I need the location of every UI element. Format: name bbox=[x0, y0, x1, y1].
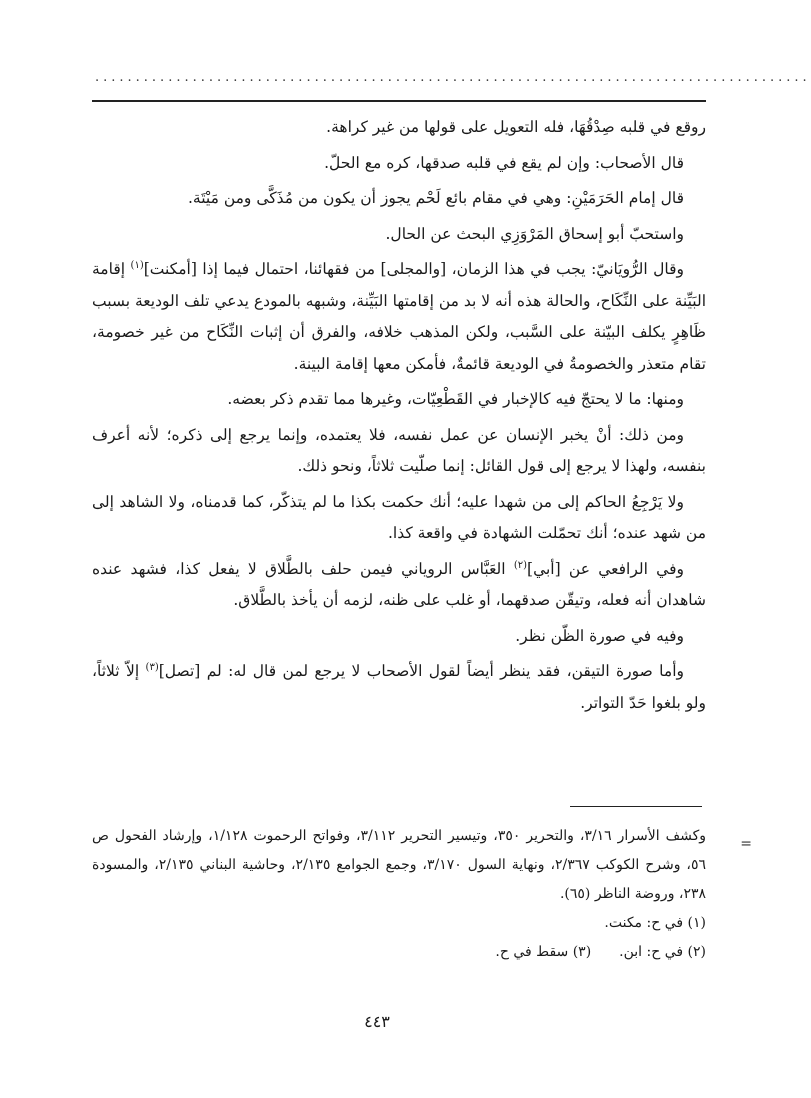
paragraph-11 bbox=[92, 656, 706, 719]
paragraph-2: قال الأصحاب: وإن لم يقع في قلبه صدقها، كره مع الحلّ. bbox=[324, 153, 684, 172]
footnote-ref-2[interactable]: (٢) bbox=[513, 559, 528, 571]
paragraph-5 bbox=[92, 254, 706, 380]
footnote-continued-mark: = bbox=[740, 836, 752, 852]
paragraph-5-part-a: وقال الرُّويَانيّ: يجب في هذا الزمان، [والمجلى] من فقهائنا، احتمال فيما إذا [أمكنت] bbox=[143, 260, 684, 278]
page-number: ٤٤٣ bbox=[364, 1012, 390, 1031]
footnote-ref-1[interactable]: (١) bbox=[130, 259, 144, 271]
footnotes bbox=[92, 822, 752, 967]
footnote-separator bbox=[570, 806, 702, 807]
paragraph-8: ولا يَرْجِعُ الحاكم إلى من شهدا عليه؛ أنك حكمت بكذا ما لم يتذكّر، كما قدمناه، ولا الشاهد إلى من شهد عنده؛ أنك تحمّلت الشهادة في واقعة كذا. bbox=[92, 492, 706, 542]
paragraph-9 bbox=[92, 554, 706, 617]
paragraph-6: ومنها: ما لا يحتجّ فيه كالإخبار في القَطْعِيّات، وغيرها مما تقدم ذكر بعضه. bbox=[227, 390, 684, 408]
paragraph-7: ومن ذلك: أنْ يخبر الإنسان عن عمل نفسه، فلا يعتمده، وإنما يرجع إلى ذكره؛ لأنه أعرف بنفسه، ولهذا لا يرجع إلى قول القائل: إنما صلّيت ثلاثاً، ونحو ذلك. bbox=[92, 425, 706, 475]
paragraph-9-part-b: العَبَّاس الروياني فيمن حلف بالطَّلاق لا يفعل كذا، فشهد عنده شاهدان أنه فعله، وتيقّن صدقهما، أو غلب على ظنه، لزمه أن يأخذ بالطَّلاق. bbox=[92, 559, 706, 609]
header-dotted-line: ........................................................................................ bbox=[95, 70, 811, 85]
paragraph-10: وفيه في صورة الظّن نظر. bbox=[515, 626, 684, 645]
footnote-3: (٣) سقط في ح. bbox=[495, 944, 592, 960]
footnote-2: (٢) في ح: ابن. bbox=[619, 944, 706, 960]
footnote-reference-list: وكشف الأسرار ٣/١٦، والتحرير ٣٥٠، وتيسير التحرير ٣/١١٢، وفواتح الرحموت ١/١٢٨، وإرشاد الفحول ص ٥٦، وشرح الكوكب ٢/٣٦٧، ونهاية السول ٣/١٧٠، وجمع الجوامع ٢/١٣٥، وحاشية البناني ٢/١٣٥، والمسودة ٢٣٨، وروضة الناظر (٦٥). bbox=[92, 828, 706, 902]
paragraph-11-part-a: وأما صورة التيقن، فقد ينظر أيضاً لقول الأصحاب لا يرجع لمن قال له: لم [تصل] bbox=[158, 662, 684, 680]
footnote-ref-3[interactable]: (٣) bbox=[145, 661, 159, 673]
paragraph-9-part-a: وفي الرافعي عن [أبي] bbox=[527, 559, 684, 578]
paragraph-11-part-b: إلاّ ثلاثاً، ولو بلغوا حَدّ التواتر. bbox=[92, 662, 706, 712]
paragraph-3: قال إمام الحَرَمَيْنِ: وهي في مقام بائع لَحْم يجوز أن يكون من مُذَكَّى ومن مَيْتَة. bbox=[188, 189, 684, 207]
paragraph-1: روقع في قلبه صِدْقُهَا، فله التعويل على قولها من غير كراهة. bbox=[326, 118, 706, 136]
main-text bbox=[92, 112, 706, 723]
footnote-line-2-3 bbox=[92, 938, 706, 967]
header-rule bbox=[92, 100, 706, 102]
paragraph-4: واستحبّ أبو إسحاق المَرْوَزِي البحث عن الحال. bbox=[385, 224, 684, 243]
paragraph-5-part-b: إقامة البَيِّنة على النِّكَاح، والحالة هذه أنه لا بد من إقامتها البَيِّنة، وشبهه بالمودع يدعي تلف الوديعة بسبب ظَاهِرٍ يكلف البيّنة على السَّبب، ولكن المذهب خلافه، والفرق أن إثبات النِّكَاح من غير خصومة، تقام متعذر والخصومةُ في الوديعة قائمةٌ، فأمكن معها إقامة البينة. bbox=[92, 260, 706, 373]
footnote-1: (١) في ح: مكنت. bbox=[604, 915, 706, 931]
